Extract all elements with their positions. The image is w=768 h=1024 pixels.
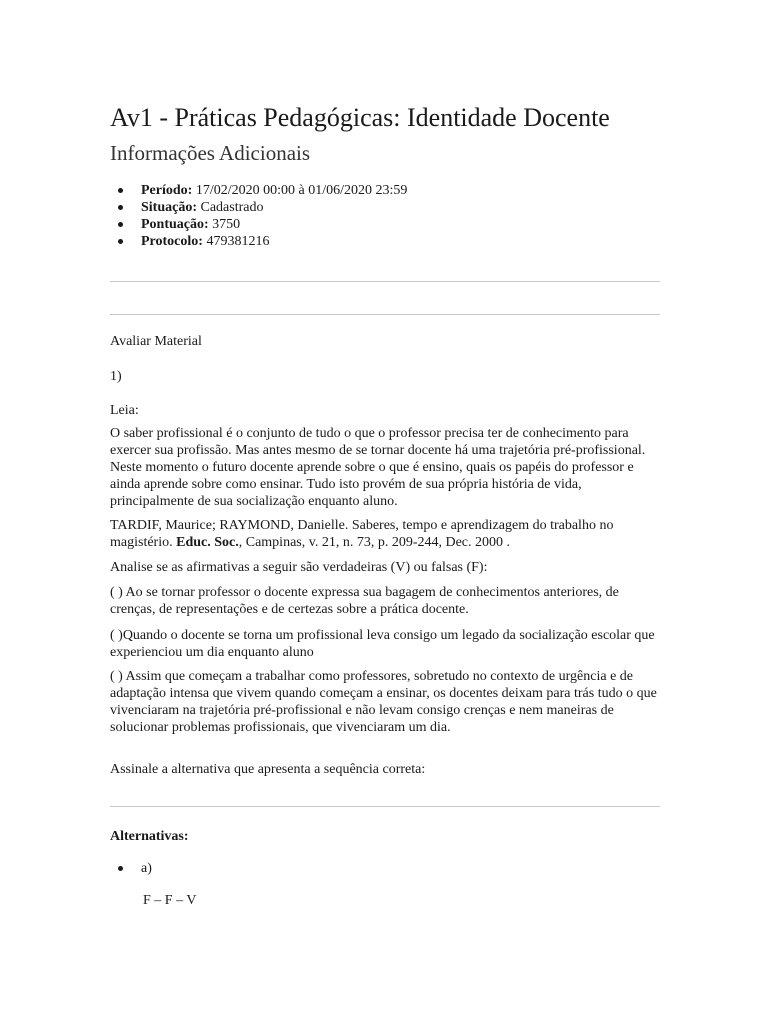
info-item-protocolo	[110, 233, 407, 250]
question-number: 1)	[110, 369, 122, 384]
bullet-icon	[118, 239, 123, 244]
statement: ( ) Assim que começam a trabalhar como professores, sobretudo no contexto de urgência e de adaptação intensa que vivem quando começam a ensinar, os docentes deixam para trás tudo o que vivenciaram na trajetória pré-profissional e não levam consigo crenças e nem maneiras de solucionar problemas profissionais, que vivenciaram um dia.	[110, 669, 657, 735]
divider	[110, 314, 660, 315]
info-label: Protocolo:	[141, 234, 203, 249]
info-value: Cadastrado	[200, 200, 264, 215]
question-prompt: Assinale a alternativa que apresenta a sequência correta:	[110, 762, 426, 777]
info-label: Pontuação:	[141, 217, 209, 232]
bullet-icon	[118, 222, 123, 227]
info-value: 479381216	[206, 234, 270, 249]
reference-journal: Educ. Soc.	[176, 535, 239, 550]
info-label: Período:	[141, 183, 193, 198]
question-instruction: Analise se as afirmativas a seguir são verdadeiras (V) ou falsas (F):	[110, 560, 488, 575]
reference-text: TARDIF, Maurice; RAYMOND, Danielle. Saberes, tempo e aprendizagem do trabalho no magistério.	[110, 518, 614, 550]
alternatives-heading: Alternativas:	[110, 829, 189, 844]
bullet-icon	[118, 866, 123, 871]
question-excerpt: O saber profissional é o conjunto de tudo o que o professor precisa ter de conhecimento para exercer sua profissão. Mas antes mesmo de se tornar docente há uma trajetória pré-profissional. Neste momento o futuro docente aprende sobre o que é ensino, quais os papéis do professor e ainda aprende sobre como ensinar. Tudo isto provém de sua própria história de vida, principalmente de sua socialização enquanto aluno.	[110, 426, 646, 509]
alternative-item[interactable]	[110, 860, 152, 877]
info-item-pontuacao	[110, 216, 407, 233]
info-item-periodo	[110, 182, 407, 199]
alternative-letter: a)	[141, 861, 152, 876]
page-title: Av1 - Práticas Pedagógicas: Identidade Docente	[110, 103, 610, 132]
reference-details: , Campinas, v. 21, n. 73, p. 209-244, Dec. 2000 .	[238, 535, 511, 550]
info-value: 17/02/2020 00:00 à 01/06/2020 23:59	[195, 183, 408, 198]
info-item-situacao	[110, 199, 407, 216]
alternative-value: F – F – V	[143, 893, 197, 908]
section-subtitle: Informações Adicionais	[110, 141, 311, 165]
statement: ( )Quando o docente se torna um profissional leva consigo um legado da socialização escolar que experienciou um dia enquanto aluno	[110, 628, 655, 660]
info-value: 3750	[212, 217, 241, 232]
info-label: Situação:	[141, 200, 197, 215]
evaluate-material-link[interactable]: Avaliar Material	[110, 334, 202, 349]
read-label: Leia:	[110, 403, 139, 418]
bullet-icon	[118, 205, 123, 210]
info-list	[110, 182, 407, 250]
question-reference	[110, 517, 660, 551]
divider	[110, 806, 660, 807]
bullet-icon	[118, 188, 123, 193]
divider	[110, 281, 660, 282]
statement: ( ) Ao se tornar professor o docente expressa sua bagagem de conhecimentos anteriores, de crenças, de representações e de certezas sobre a prática docente.	[110, 585, 619, 617]
